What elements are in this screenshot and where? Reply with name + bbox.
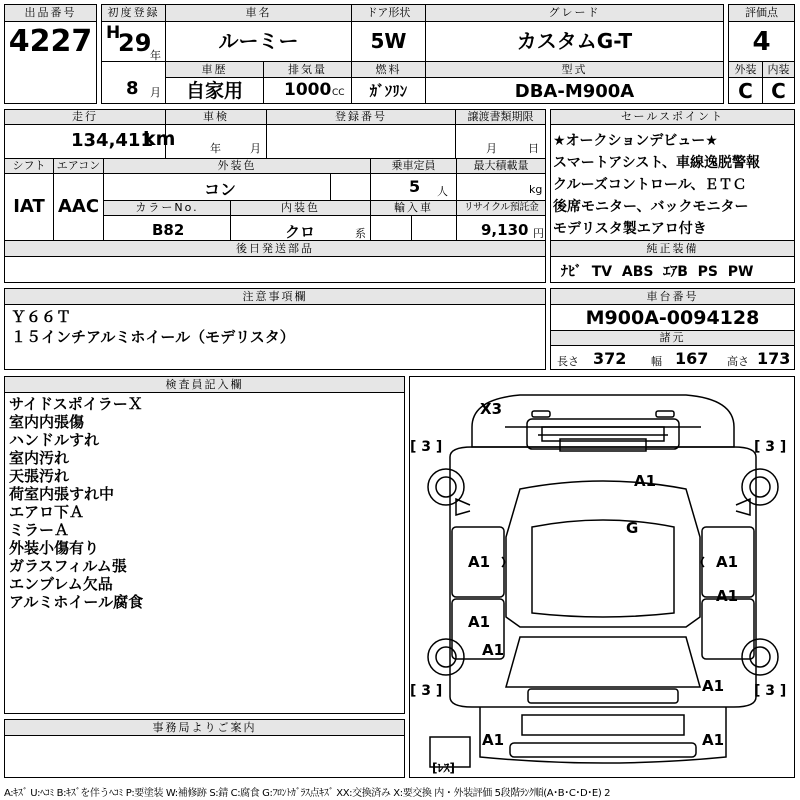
import-divider xyxy=(411,215,412,241)
history: 自家用 xyxy=(185,80,243,102)
capacity-box xyxy=(370,158,457,201)
color: コン xyxy=(204,180,237,199)
reg-year-unit: 年 xyxy=(150,49,161,62)
tire-front-right: [ 3 ] xyxy=(754,439,787,455)
office-box xyxy=(4,719,405,778)
tire-front-left: [ 3 ] xyxy=(410,439,443,455)
inspector-line: エンブレム欠品 xyxy=(9,575,113,593)
door-box xyxy=(351,4,426,62)
notes-box xyxy=(4,288,546,370)
exterior-box xyxy=(728,61,763,104)
inspection-month-unit: 月 xyxy=(250,142,261,155)
length-label: 長さ xyxy=(557,355,579,368)
score-box xyxy=(728,4,795,62)
mark-left-rear-fender: A1 xyxy=(482,641,505,659)
mileage: 134,411 xyxy=(71,130,153,151)
mark-right-front-door: A1 xyxy=(716,553,739,571)
color-label: 外装色 xyxy=(104,159,370,174)
height: 173 xyxy=(757,349,791,368)
transfer-box xyxy=(455,109,546,159)
regno-box xyxy=(266,109,456,159)
door-label: ドア形状 xyxy=(352,5,425,22)
colorno-label: カラーNo. xyxy=(104,201,230,216)
later-parts-label: 後日発送部品 xyxy=(5,241,545,257)
mark-front-bumper: X3 xyxy=(480,400,503,418)
mileage-unit: km xyxy=(143,128,176,150)
inspector-lines xyxy=(9,395,143,611)
displacement-box xyxy=(263,61,352,104)
interior-grade: C xyxy=(771,79,786,103)
car-name-box xyxy=(165,4,352,62)
inspector-line: ミラーＡ xyxy=(9,521,70,539)
notes-lines xyxy=(11,307,295,347)
mark-hood: A1 xyxy=(634,472,657,490)
shift: IAT xyxy=(13,196,45,217)
recycle-deposit: 9,130 xyxy=(481,221,529,239)
inspector-line: エアロ下Ａ xyxy=(9,503,85,521)
capacity-label: 乗車定員 xyxy=(371,159,456,174)
sales-point-lines xyxy=(553,130,760,240)
inspector-line: サイドスポイラーＸ xyxy=(9,395,143,413)
import-box xyxy=(370,200,457,241)
score-label: 評価点 xyxy=(729,5,794,22)
equipment-box xyxy=(550,240,795,283)
damage-diagram xyxy=(409,376,795,778)
shift-label: シフト xyxy=(5,159,53,174)
equipment-items: ﾅﾋﾞ TV ABS ｴｱB PS PW xyxy=(561,264,754,280)
history-label: 車歴 xyxy=(166,62,263,78)
score: 4 xyxy=(752,27,771,57)
fuel: ｶﾞｿﾘﾝ xyxy=(369,82,408,100)
mark-rear-left-bumper: A1 xyxy=(482,731,505,749)
spare-tire: [ﾚｽ] xyxy=(432,761,455,775)
reg-month: 8 xyxy=(126,78,139,99)
grade: カスタムG-T xyxy=(516,29,633,53)
mark-left-rear-door: A1 xyxy=(468,613,491,631)
sales-line: ★オークションデビュー★ xyxy=(553,133,718,149)
sales-line: 後席モニター、バックモニター xyxy=(553,199,749,215)
inspector-line: 室内内張傷 xyxy=(9,413,85,431)
tire-rear-right: [ 3 ] xyxy=(754,683,787,699)
equipment-label: 純正装備 xyxy=(551,241,794,257)
colorno: B82 xyxy=(152,221,185,239)
recycle-label: リサイクル預託金 xyxy=(457,201,545,216)
dims-label: 諸元 xyxy=(551,331,794,346)
reg-month-unit: 月 xyxy=(150,86,161,99)
capacity-unit: 人 xyxy=(437,185,448,198)
chassis-label: 車台番号 xyxy=(551,289,794,305)
inspector-box xyxy=(4,376,405,714)
reg-year: 29 xyxy=(118,29,152,57)
mark-right-rear-door: A1 xyxy=(716,587,739,605)
exterior-label: 外装 xyxy=(729,62,762,78)
exterior-grade: C xyxy=(738,79,753,103)
color-box xyxy=(103,158,371,201)
inspector-line: 荷室内張すれ中 xyxy=(9,485,115,503)
load-label: 最大積載量 xyxy=(457,159,545,174)
model-code: DBA-M900A xyxy=(514,81,635,102)
chassis-number: M900A-0094128 xyxy=(585,307,760,329)
first-reg-label: 初度登録 xyxy=(102,5,165,22)
inspector-label: 検査員記入欄 xyxy=(5,377,404,393)
inspector-line: アルミホイール腐食 xyxy=(9,593,144,611)
transfer-day-unit: 日 xyxy=(528,142,539,155)
inspector-line: 室内汚れ xyxy=(9,449,70,467)
displacement-unit: CC xyxy=(332,88,345,98)
first-reg-box xyxy=(101,4,166,62)
color-divider xyxy=(330,173,331,201)
intcolor-unit: 系 xyxy=(355,227,366,240)
inspection-label: 車検 xyxy=(166,110,266,125)
ac-box xyxy=(53,158,104,241)
capacity: 5 xyxy=(409,177,421,196)
interior-box xyxy=(762,61,795,104)
grade-box xyxy=(425,4,724,62)
legend: A:ｷｽﾞ U:ﾍｺﾐ B:ｷｽﾞを伴うﾍｺﾐ P:要塗装 W:補修跡 S:錆 C:腐食 G:ﾌﾛﾝﾄｶﾞﾗｽ点ｷｽﾞ XX:交換済み X:要交換 内・外装評価 5段階ﾗﾝｸ順(A･B･C･D･E) 2 xyxy=(4,788,611,799)
regno-label: 登録番号 xyxy=(267,110,455,125)
shift-box xyxy=(4,158,54,241)
inspector-line: ハンドルすれ xyxy=(9,431,100,449)
mileage-box xyxy=(4,109,176,159)
chassis-box xyxy=(550,288,795,331)
recycle-box xyxy=(456,200,546,241)
office-label: 事務局よりご案内 xyxy=(5,720,404,736)
sales-line: モデリスタ製エアロ付き xyxy=(553,221,707,237)
notes-line: Ｙ６６Ｔ xyxy=(11,308,72,326)
height-label: 高さ xyxy=(727,355,749,368)
sales-line: クルーズコントロール、ＥＴＣ xyxy=(553,177,747,193)
history-box xyxy=(165,61,264,104)
load-unit: kg xyxy=(529,183,543,196)
mileage-label: 走行 xyxy=(5,110,165,125)
mark-rear-right-bumper: A1 xyxy=(702,731,725,749)
grade-label: グレード xyxy=(426,5,723,22)
displacement: 1000 xyxy=(284,80,332,100)
transfer-month-unit: 月 xyxy=(486,142,497,155)
intcolor-box xyxy=(230,200,371,241)
width: 167 xyxy=(675,349,709,368)
fuel-box xyxy=(351,61,426,104)
transfer-label: 譲渡書類期限 xyxy=(456,110,545,125)
sales-line: スマートアシスト、車線逸脱警報 xyxy=(553,155,761,171)
lot-box xyxy=(4,4,97,104)
intcolor: クロ xyxy=(285,223,316,241)
fuel-label: 燃料 xyxy=(352,62,425,78)
lot-number: 4227 xyxy=(8,24,93,59)
width-label: 幅 xyxy=(651,355,662,368)
inspector-line: 外装小傷有り xyxy=(9,539,100,557)
inspection-year-unit: 年 xyxy=(210,142,221,155)
displacement-label: 排気量 xyxy=(264,62,351,78)
recycle-unit: 円 xyxy=(533,227,544,240)
ac-label: エアコン xyxy=(54,159,103,174)
model-label: 型式 xyxy=(426,62,723,78)
mark-left-front-door: A1 xyxy=(468,553,491,571)
dims-box xyxy=(550,330,795,370)
reg-month-box xyxy=(101,61,166,104)
colorno-box xyxy=(103,200,231,241)
sales-point-box xyxy=(550,109,795,241)
car-name-label: 車名 xyxy=(166,5,351,22)
ac: AAC xyxy=(57,196,100,217)
door-type: 5W xyxy=(370,29,407,53)
tire-rear-left: [ 3 ] xyxy=(410,683,443,699)
notes-line: １５インチアルミホイール（モデリスタ） xyxy=(11,328,295,346)
load-box xyxy=(456,158,546,201)
inspector-line: 天張汚れ xyxy=(9,467,70,485)
car-name: ルーミー xyxy=(218,29,299,53)
notes-label: 注意事項欄 xyxy=(5,289,545,305)
interior-label: 内装 xyxy=(763,62,794,78)
era: H xyxy=(106,23,121,43)
inspector-line: ガラスフィルム張 xyxy=(9,557,127,575)
model-box xyxy=(425,61,724,104)
car-outline xyxy=(410,377,796,779)
later-parts-box xyxy=(4,240,546,283)
inspection-box xyxy=(165,109,267,159)
sales-point-label: セールスポイント xyxy=(551,110,794,125)
import-label: 輸入車 xyxy=(371,201,456,216)
mark-right-rear-fender: A1 xyxy=(702,677,725,695)
lot-label: 出品番号 xyxy=(5,5,96,22)
intcolor-label: 内装色 xyxy=(231,201,370,216)
mark-windshield: G xyxy=(626,519,639,537)
length: 372 xyxy=(593,349,627,368)
